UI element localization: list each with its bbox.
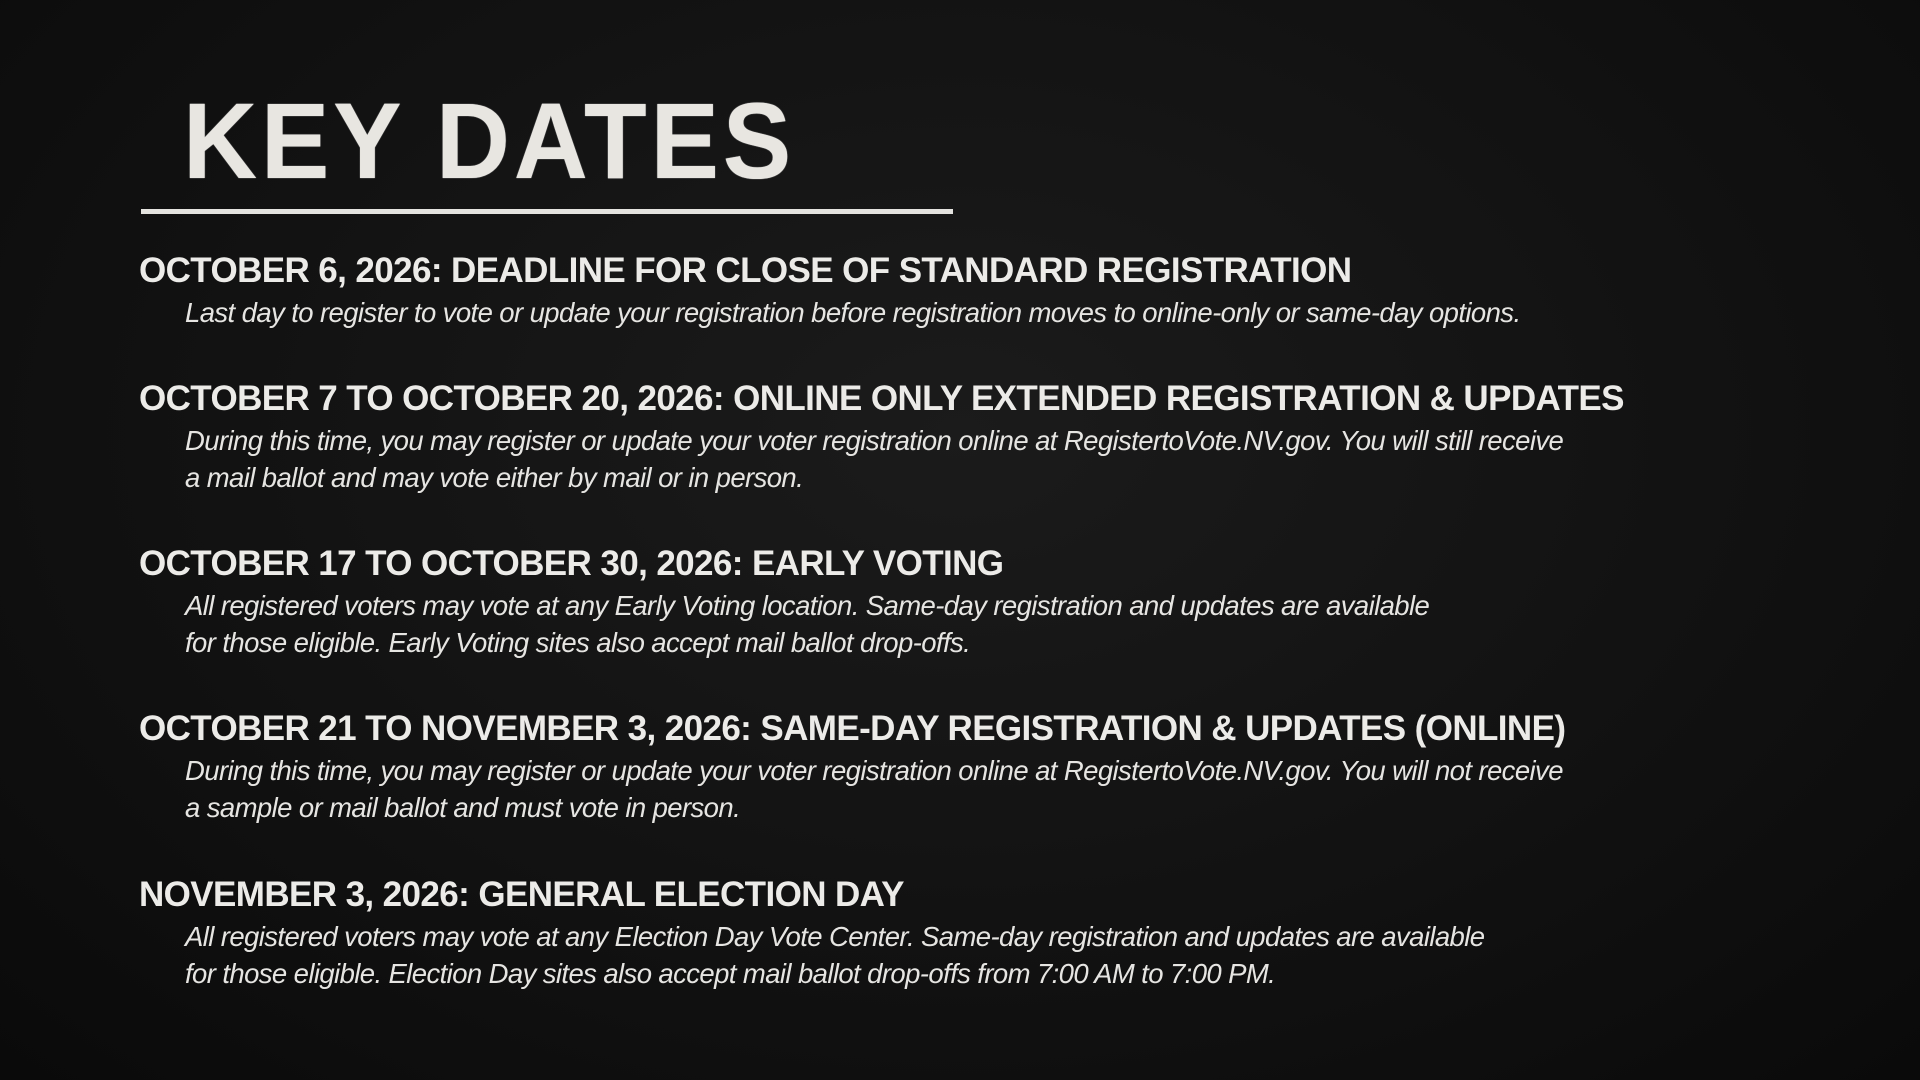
description-line: During this time, you may register or update your voter registration online at RegistertoVote.NV.gov. You will still receive [185, 425, 1564, 456]
description-line: Last day to register to vote or update your registration before registration moves to online-only or same-day options. [185, 297, 1521, 328]
description-line: All registered voters may vote at any Election Day Vote Center. Same-day registration and updates are available [185, 921, 1485, 952]
date-heading: OCTOBER 21 TO NOVEMBER 3, 2026: SAME-DAY REGISTRATION & UPDATES (ONLINE) [139, 709, 1566, 748]
key-date-entry [139, 873, 1484, 992]
description-line: for those eligible. Election Day sites also accept mail ballot drop-offs from 7:00 AM to 7:00 PM. [185, 958, 1276, 989]
description-line: a sample or mail ballot and must vote in person. [185, 792, 741, 823]
date-description [185, 422, 1624, 496]
date-description [185, 918, 1484, 992]
date-description [185, 294, 1521, 331]
description-line: for those eligible. Early Voting sites also accept mail ballot drop-offs. [185, 627, 971, 658]
key-date-entry [139, 542, 1429, 661]
key-date-entry [139, 707, 1565, 826]
date-heading: OCTOBER 6, 2026: DEADLINE FOR CLOSE OF STANDARD REGISTRATION [139, 251, 1352, 290]
date-heading: OCTOBER 7 TO OCTOBER 20, 2026: ONLINE ONLY EXTENDED REGISTRATION & UPDATES [139, 379, 1624, 418]
title-divider [141, 209, 953, 214]
description-line: During this time, you may register or update your voter registration online at RegistertoVote.NV.gov. You will not receive [185, 755, 1563, 786]
description-line: a mail ballot and may vote either by mail or in person. [185, 462, 804, 493]
page-title: KEY DATES [183, 80, 795, 201]
key-date-entry [139, 249, 1521, 331]
description-line: All registered voters may vote at any Early Voting location. Same-day registration and updates are available [185, 590, 1430, 621]
date-description [185, 587, 1429, 661]
date-heading: NOVEMBER 3, 2026: GENERAL ELECTION DAY [139, 875, 904, 914]
date-description [185, 752, 1565, 826]
date-heading: OCTOBER 17 TO OCTOBER 30, 2026: EARLY VOTING [139, 544, 1004, 583]
key-date-entry [139, 377, 1624, 496]
